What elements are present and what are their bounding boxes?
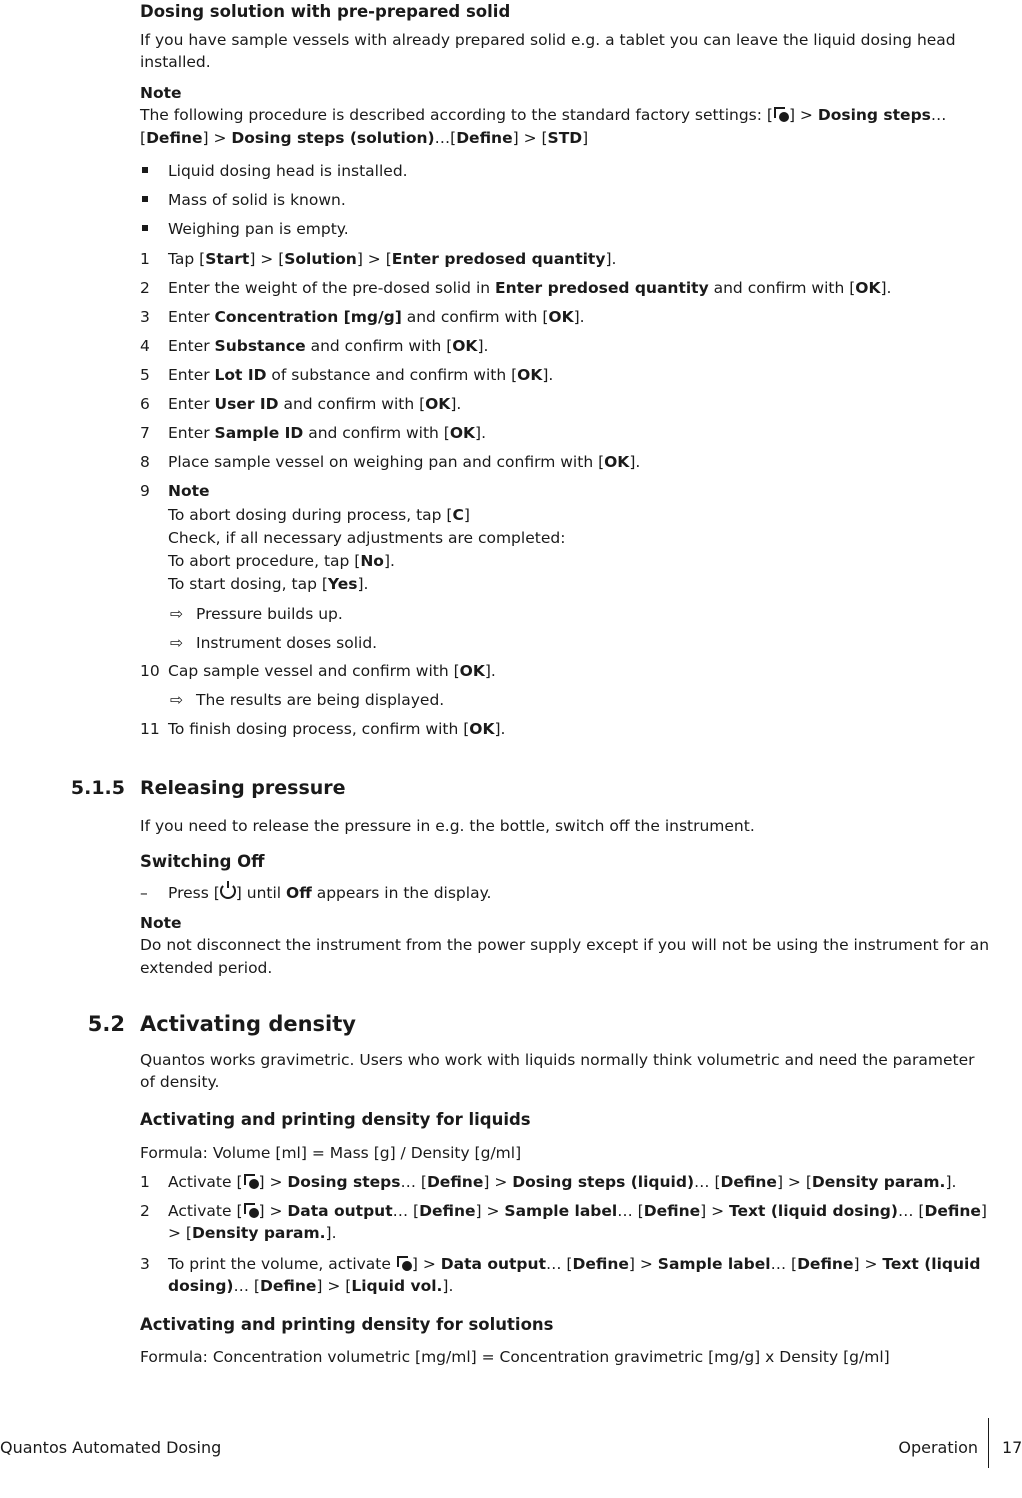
step-9-note-label: Note bbox=[168, 482, 210, 500]
step-7: 7 Enter Sample ID and confirm with [OK]. bbox=[140, 424, 487, 442]
step-4: 4 Enter Substance and confirm with [OK]. bbox=[140, 337, 489, 355]
section-number-5-2: 5.2 bbox=[87, 1012, 125, 1036]
density-solutions-heading: Activating and printing density for solutions bbox=[140, 1315, 554, 1334]
settings-icon bbox=[243, 1173, 259, 1189]
bullet-icon bbox=[142, 225, 148, 231]
intro-paragraph: If you have sample vessels with already prepared solid e.g. a tablet you can leave the liquid dosing head installed. bbox=[140, 31, 956, 72]
procedure-steps bbox=[140, 248, 990, 747]
density-liquids-heading: Activating and printing density for liquids bbox=[140, 1110, 531, 1129]
settings-icon bbox=[773, 106, 789, 122]
result-arrow-icon: ⇨ bbox=[170, 605, 183, 623]
note-block bbox=[140, 82, 990, 149]
step-11: 11 To finish dosing process, confirm with [OK]. bbox=[140, 720, 506, 738]
section-heading-dosing-solution: Dosing solution with pre-prepared solid bbox=[140, 2, 511, 21]
releasing-note-block bbox=[140, 912, 990, 979]
note-text: Do not disconnect the instrument from the power supply except if you will not be using the instrument for an extended period. bbox=[140, 936, 990, 977]
releasing-pressure-intro: If you need to release the pressure in e.g. the bottle, switch off the instrument. bbox=[140, 817, 755, 835]
step-6: 6 Enter User ID and confirm with [OK]. bbox=[140, 395, 462, 413]
page-number: 17 bbox=[1002, 1438, 1022, 1457]
section-number-5-1-5: 5.1.5 bbox=[70, 777, 125, 799]
settings-icon bbox=[243, 1202, 259, 1218]
step-8: 8 Place sample vessel on weighing pan and confirm with [OK]. bbox=[140, 453, 641, 471]
step-10: 10 Cap sample vessel and confirm with [OK]. ⇨ The results are being displayed. bbox=[140, 660, 990, 718]
step-3: 3 Enter Concentration [mg/g] and confirm with [OK]. bbox=[140, 308, 585, 326]
result-arrow-icon: ⇨ bbox=[170, 634, 183, 652]
activating-density-intro: Quantos works gravimetric. Users who work with liquids normally think volumetric and need the parameter of density. bbox=[140, 1051, 975, 1092]
switching-off-instruction: – Press [ ] until Off appears in the display. bbox=[140, 884, 492, 902]
formula-liquids: Formula: Volume [ml] = Mass [g] / Density [g/ml] bbox=[140, 1144, 522, 1162]
bullet-icon bbox=[142, 196, 148, 202]
prerequisites-list bbox=[140, 160, 990, 247]
result-arrow-icon: ⇨ bbox=[170, 691, 183, 709]
footer-chapter: Operation bbox=[898, 1438, 978, 1457]
step-1: 1 Tap [Start] > [Solution] > [Enter predosed quantity]. bbox=[140, 250, 617, 268]
list-item: Liquid dosing head is installed. bbox=[140, 160, 990, 189]
settings-icon bbox=[396, 1255, 412, 1271]
note-label: Note bbox=[140, 914, 182, 932]
step-9: 9 Note To abort dosing during process, tap [C] Check, if all necessary adjustments are completed: To abort procedure, tap [No]. To start dosing, tap [Yes]. ⇨ Pressure builds up. ⇨ Instrument doses solid. bbox=[140, 480, 990, 660]
note-text: The following procedure is described according to the standard factory settings: [ ] > Dosing steps… [Define] > Dosing steps (solution)…[Define] > [STD] bbox=[140, 106, 947, 147]
step-2: 2 Enter the weight of the pre-dosed solid in Enter predosed quantity and confirm with [OK]. bbox=[140, 279, 892, 297]
footer-product-name: Quantos Automated Dosing bbox=[0, 1438, 222, 1457]
list-item: Mass of solid is known. bbox=[140, 189, 990, 218]
section-title-releasing-pressure: Releasing pressure bbox=[140, 777, 346, 799]
footer-divider bbox=[988, 1418, 989, 1468]
formula-solutions: Formula: Concentration volumetric [mg/ml] = Concentration gravimetric [mg/g] x Density [g/ml] bbox=[140, 1348, 890, 1366]
switching-off-heading: Switching Off bbox=[140, 852, 265, 871]
bullet-icon bbox=[142, 167, 148, 173]
power-icon bbox=[220, 883, 236, 899]
note-label: Note bbox=[140, 84, 182, 102]
section-title-activating-density: Activating density bbox=[140, 1012, 356, 1036]
step-5: 5 Enter Lot ID of substance and confirm with [OK]. bbox=[140, 366, 554, 384]
list-item: Weighing pan is empty. bbox=[140, 218, 990, 247]
